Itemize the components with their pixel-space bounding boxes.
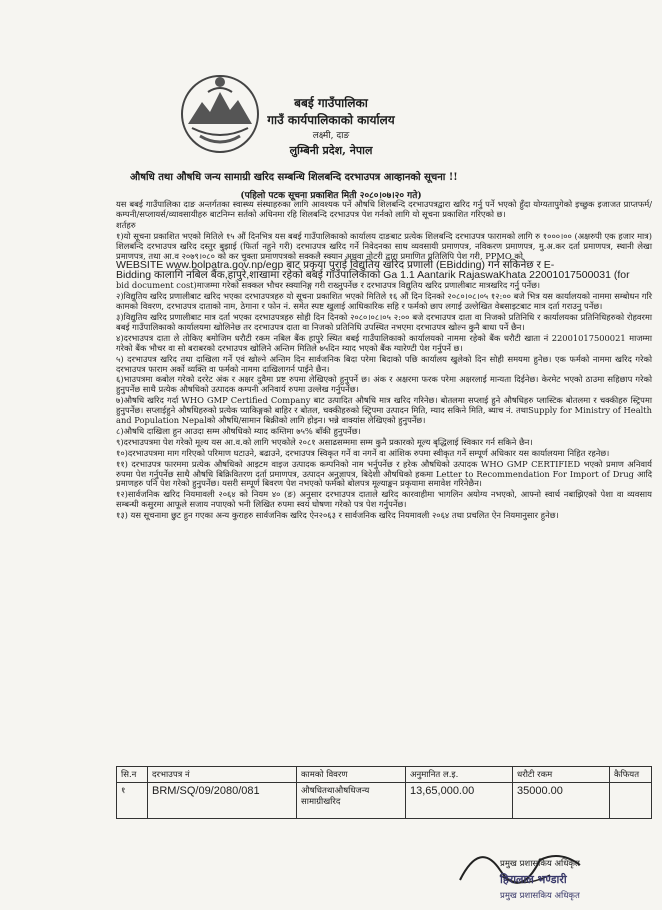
- notice-title: औषधि तथा औषधि जन्य सामाग्री खरिद सम्बन्धि शिलबन्दि दरभाउपत्र आव्हानको सूचना !!: [130, 172, 458, 183]
- col-serial: सि.न: [117, 767, 148, 783]
- office-title: गाउँ कार्यपालिकाको कार्यालय: [267, 113, 395, 127]
- signature-role: प्रमुख प्रशासकिय अधिकृत: [500, 891, 580, 901]
- cell-remarks: [610, 783, 652, 819]
- condition-8: ८)औषधि दाखिला हुन आउदा सम्म औषधिको म्याद कम्तिमा ७५% बाँकी हुनुपर्नेछ।: [116, 425, 361, 436]
- condition-11: ११) दरभाउपत्र फारममा प्रत्येक औषधिको आइटम वाइज उत्पादक कम्पनिको नाम भर्नुपर्नेछ र हरेक औषधिको उत्पादक WHO GMP CERTIFIED भएको प्रमाण अनिवार्य रुपमा पेश गर्नुपर्नेछ साथै औषधि बिक्रिवितरण दर्ता प्रमाणपत्र, उत्पादन अनुज्ञापत्र, बिदेशी औषधिको हकमा Letter to Recommendation For Import of Drug आदि प्रमाणहरु पनि पेश गरेको हुनुपर्नेछ। यसरी सम्पूर्ण बिवरण पेश नभएको फर्मको बोलपत्र मूल्याङ्कन प्रकृयामा समावेश गरिनेछैन।: [116, 458, 652, 489]
- condition-2: २)विद्युतिय खरिद प्रणालीबाट खरिद भएका दरभाउपत्रहरु यो सूचना प्रकाशित भएको मितिले १६ औं दिन दिनको २०८०।०८।०५ १२:०० बजे भित्र यस कार्यालयको नाममा सम्बोधन गरि कामको विवरण, दरभाउपत्र दाताको नाम, ठेगाना र फोन नं. समेत स्पष्ट खुलाई आधिकारिक सहि र फर्मको छाप लगाई उल्लेखित वेबसाइटबाट मात्र दर्ता गराउनु पर्नेछ।: [116, 291, 652, 312]
- cell-serial: १: [117, 783, 148, 819]
- condition-1d: bid document cost)माजम्मा गरेको सक्कल भौचर स्क्यानिङ्ग गरी राख्नुपर्नेछ र दरभाउपत्र विद्युतिय खरिद प्रणालीबाट मात्रखरिद गर्नु पर्नेछ।: [116, 280, 541, 291]
- condition-3: ३)विद्युतिय खरिद प्रणालीबाट मात्र दर्ता भएका दरभाउपत्रहरु सोही दिन दिनको २०८०।०८।०५ २:०० बजे दरभाउपत्र दाता वा निजको प्रतिनिधि र कार्यालयका प्रतिनिधिहरुको रोहवरमा बबई गाउँपालिकाको कार्यालयमा खोलिनेछ तर दरभाउपत्र दाता वा निजको प्रतिनिधि उपस्थित नभएमा दरभाउपत्र खोल्न कुनै बाधा पर्ने छैन।: [116, 311, 652, 332]
- condition-5: ५) दरभाउपत्र खरिद तथा दाखिला गर्ने एवं खोल्ने अन्तिम दिन सार्वजनिक बिदा परेमा बिदाको पछि कार्यालय खुलेको दिन सोही समयमा हुनेछ। एक फर्मको नाममा खरिद गरेको दरभाउपत्र फाराम अर्को व्यक्ति वा फर्मको नाममा दाखिलागर्न पाईने छैन।: [116, 353, 652, 374]
- condition-4: ४)दरभाउपत्र दाता ले तोकिए बमोजिम धरौटी रकम नबिल बैंक हापुरे स्थित बबई गाउँपालिकाको कार्यालयको नाममा रहेको बैंक धरौटी खाता नं 22001017500021 माजम्मा गरेको बैंक भौचर वा सो बराबरको दरभाउपत्र खोलिने अन्तिम मितिले ७५दिन म्याद भएको बैंक ग्यारेण्टी पेश गर्नुपर्ने छ।: [116, 332, 652, 353]
- condition-6: ६)भाउपत्रमा कबोल गरेको दररेट अंक र अक्षर दुवैमा प्रष्ट रुपमा लेखिएको हुनुपर्ने छ। अंक र अक्षरमा फरक परेमा अक्षरलाई मान्यता दिईनेछ। केरमेट भएको ठाउमा सहिछाप गरेको हुनुपर्नेछ साथै प्रत्येक औषधिको उत्पादक कम्पनी अनिवार्य रुपमा उल्लेख गर्नुपर्नेछ।: [116, 374, 652, 395]
- conditions-heading: शर्तहरु: [116, 219, 136, 230]
- notice-body: [116, 200, 652, 522]
- cell-estimated-cost: 13,65,000.00: [406, 783, 513, 819]
- intro-paragraph: यस बबई गाउँपालिका दाङ अन्तर्गतका स्वास्थ्य संस्थाहरुका लागि आवश्यक पर्ने औषधि शिलबन्दि दरभाउपत्रद्वारा खरिद गर्नु पर्ने भएको हुँदा योग्यतापुगेको इच्छुक इजाजत प्राप्तफर्म/कम्पनी/सप्लायर्स/व्यावसायीहरु बाटनिम्न सर्तको अधिनमा रहि शिलबन्दि दरभाउपत्र पेश गर्नको लागि यो सूचना प्रकाशित गरिएको छ।: [116, 199, 652, 219]
- office-address: लक्ष्मी, दाङ: [312, 131, 350, 141]
- table-row: [117, 783, 652, 819]
- signature-title: प्रमुख प्रशासकिय अधिकृत: [500, 859, 580, 869]
- condition-1a: १)यो सूचना प्रकाशित भएको मितिले १५ औं दिनभित्र यस बबई गाउँपालिकाको कार्यालय दाङबाट प्रत्येक शिलबन्दि दरभाउपत्र फारामको लागि रु १०००।०० (अक्षरुपी एक हजार मात्र) शिलबन्दि दरभाउपत्र खरिद दस्तुर बुझाई (फिर्ता नहुने गरी) दरभाउपत्र खरिद गर्ने निवेदनका साथ व्यवसायी प्रमाणपत्र, नविकरण प्रमाणपत्र, मु.अ.कर दर्ता प्रमाणपत्र, स्थानी लेखा प्रमाणपत्र, तथा आ.व २०७९।०८० को कर चुक्ता प्रमाणपत्रको सक्कलै स्क्यान अथवा नोटरी द्वारा प्रमाणित प्रतिलिपि पेश गरी, PPMO को: [116, 230, 652, 261]
- col-estimated-cost: अनुमानित ल.इ.: [406, 767, 513, 783]
- col-work-description: कामको विवरण: [297, 767, 406, 783]
- col-bid-number: दरभाउपत्र नं: [148, 767, 297, 783]
- office-name: बबई गाउँपालिका: [294, 96, 368, 110]
- cell-work-description: औषधितथाऔषधिजन्य सामाग्रीखरिद: [297, 783, 406, 819]
- condition-1c: Bidding कालागि नबिल बैंक,हापुरे,शाखामा रहेको बबई गाउँपालिकाको Ga 1.1 Aantarik RajaswaKhata 22001017500031 (for: [116, 269, 630, 282]
- condition-1b: WEBSITE www.bolpatra.gov.np/egp बाट प्रकृया पुराई विद्युतिय खरिद प्रणाली (EBidding) गर्न सकिनेछ र E-: [116, 259, 555, 272]
- condition-12: १२)सार्वजनिक खरिद नियमावली २०६४ को नियम ४० (ङ) अनुसार दरभाउपत्र दाताले खरिद कारवाहीमा भागलिन अयोग्य नभएको, आफ्नो स्वार्थ नबाझिएको पेशा वा व्यवसाय सम्बन्धी कसुरमा आफूले सजाय नपाएको भनी लिखित रुपमा स्वयं घोषणा गरेको पत्र पेश गर्नुपर्नेछ।: [116, 489, 652, 510]
- condition-10: १०)दरभाउपत्रमा माग गरिएको परिमाण घटाउने, बढाउने, दरभाउपत्र स्विकृत गर्ने वा नगर्ने वा आंशिक रुपमा स्वीकृत गर्ने सम्पूर्ण अधिकार यस कार्यालयमा निहित रहनेछ।: [116, 447, 610, 458]
- cell-bid-security: 35000.00: [513, 783, 610, 819]
- signature-name: हिरालाल भण्डारी: [500, 873, 567, 886]
- condition-9: ९)दरभाउपत्रमा पेश गरेको मूल्य यस आ.व.को लागि भएकोले २०८१ असाढसम्ममा सम्म कुनै प्रकारको मूल्य बृद्धिलाई स्विकार गर्न सकिने छैन।: [116, 436, 533, 447]
- condition-7: ७)औषधि खरिद गर्दा WHO GMP Certified Company बाट उत्पादित औषधि मात्र खरिद गरिनेछ। बोतलमा सप्लाई हुने औषधिहरु प्लास्टिक बोतलमा र चक्कीहरु स्ट्रिपमा हुनुपर्नेछ। सप्लाईहुने औषधिहरुको प्रत्येक प्याकिङ्गको बाहिर र बोतल, चक्कीहरुको स्ट्रिपमा उत्पादन मिति, म्याद सकिने मिति, ब्याच नं. तथाSupply for Ministry of Health and Population Nepalको औषधि/सामान बिक्रीको लागि होइन। भन्ने वाक्यांस लेखिएको हुनुपर्नेछ।: [116, 395, 652, 426]
- col-bid-security: धरौटी रकम: [513, 767, 610, 783]
- cell-bid-number: BRM/SQ/09/2080/081: [148, 783, 297, 819]
- bid-table: [116, 766, 652, 819]
- col-remarks: कैफियत: [610, 767, 652, 783]
- table-header-row: [117, 767, 652, 783]
- condition-13: १३) यस सूचनामा छुट हुन गएका अन्य कुराहरु सार्वजनिक खरिद ऐन२०६३ र सार्वजनिक खरिद नियमावली २०६४ तथा प्रचलित ऐन नियमानुसार हुनेछ।: [116, 510, 559, 521]
- office-province: लुम्बिनी प्रदेश, नेपाल: [289, 144, 373, 157]
- notice-subtitle: (पहिलो पटक सूचना प्रकाशित मिती २०८०।०७।२० गते): [240, 191, 422, 201]
